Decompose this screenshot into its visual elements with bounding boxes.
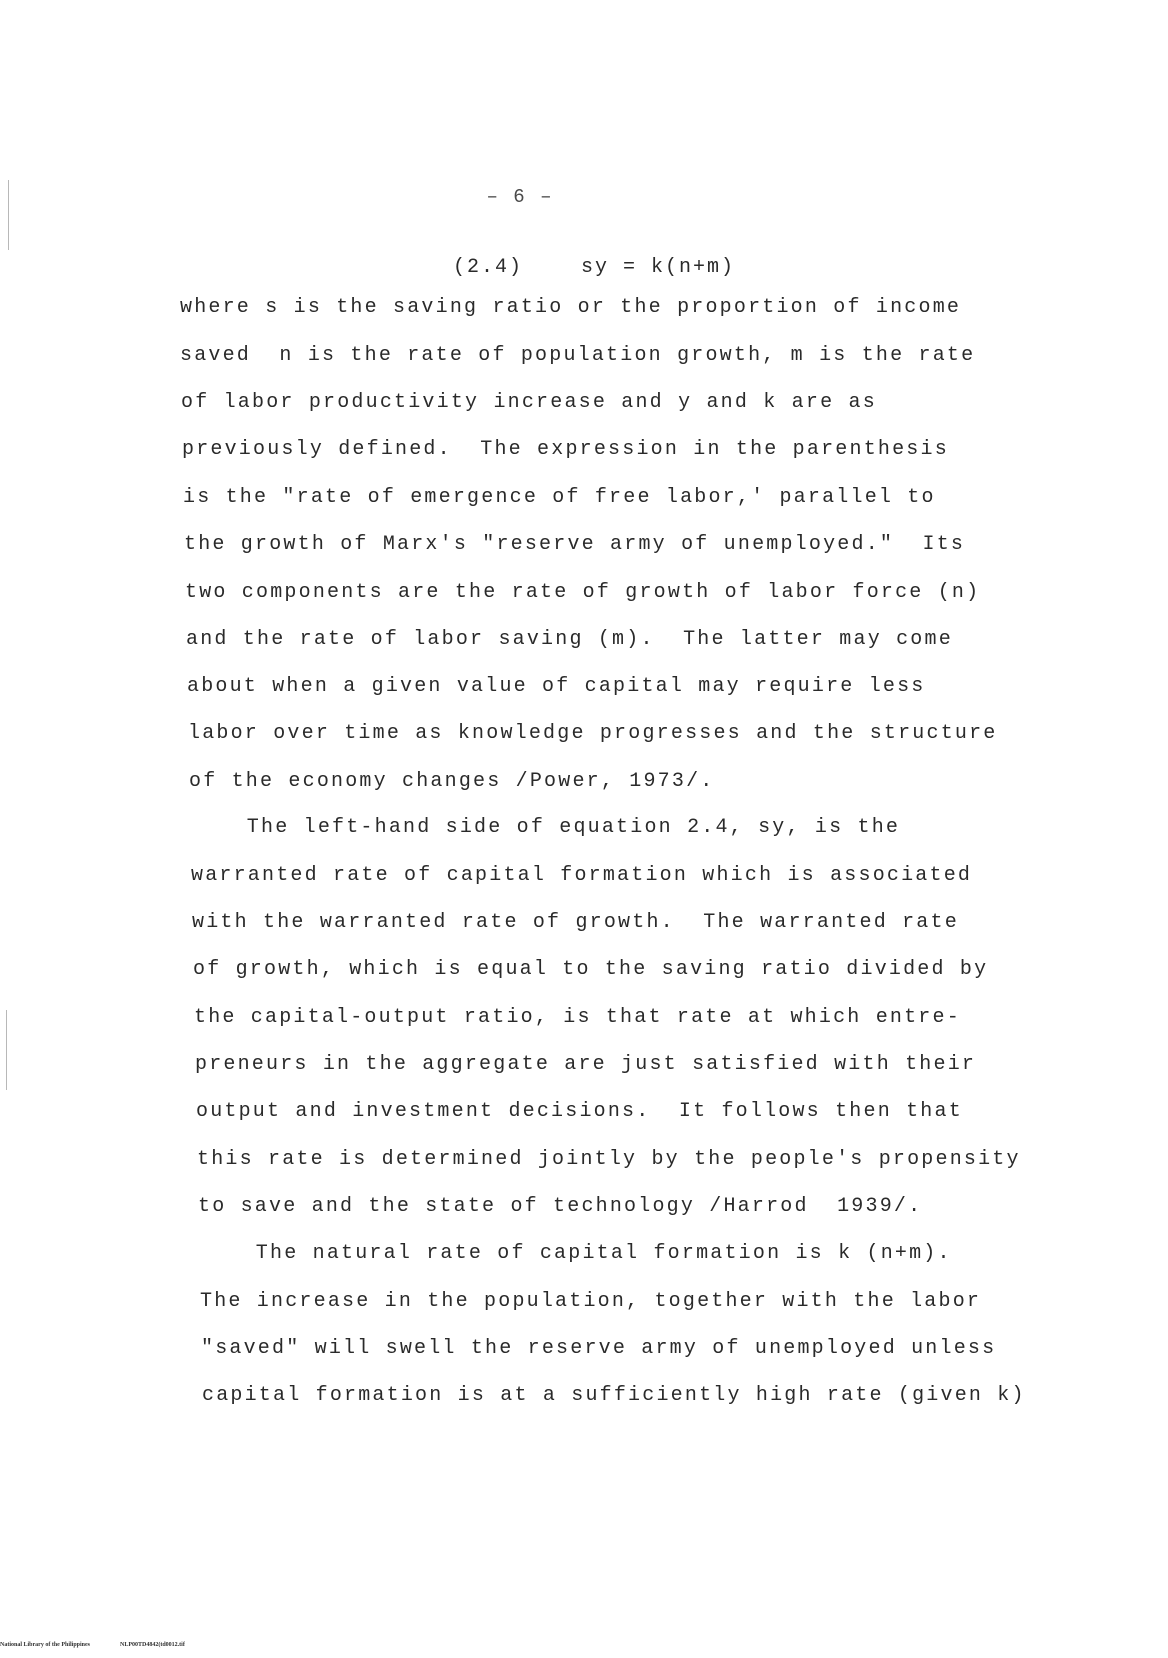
- text-line: warranted rate of capital formation which is associated: [191, 864, 973, 887]
- text-line: saved n is the rate of population growth, m is the rate: [180, 344, 976, 367]
- text-line: of the economy changes /Power, 1973/.: [189, 770, 715, 793]
- footer: [0, 1642, 185, 1648]
- text-line: is the "rate of emergence of free labor,' parallel to: [183, 486, 936, 509]
- text-line: and the rate of labor saving (m). The latter may come: [186, 628, 953, 651]
- text-line: labor over time as knowledge progresses and the structure: [188, 722, 998, 745]
- equation-formula: sy = k(n+m): [581, 256, 736, 279]
- text-line: "saved" will swell the reserve army of unemployed unless: [201, 1337, 997, 1360]
- text-line: output and investment decisions. It follows then that: [196, 1100, 963, 1123]
- equation-number: (2.4): [453, 256, 524, 279]
- page-number: – 6 –: [486, 186, 554, 208]
- text-line: capital formation is at a sufficiently high rate (given k): [202, 1384, 1026, 1407]
- text-line: to save and the state of technology /Harrod 1939/.: [198, 1195, 923, 1218]
- text-line: the growth of Marx's "reserve army of unemployed." Its: [184, 533, 966, 556]
- footer-file: NLP00TD4842(td0012.tif: [120, 1642, 185, 1648]
- text-line: The natural rate of capital formation is k (n+m).: [199, 1242, 952, 1265]
- text-line: The left-hand side of equation 2.4, sy, is the: [190, 816, 901, 839]
- text-line: two components are the rate of growth of labor force (n): [185, 581, 981, 604]
- left-margin-mark: [8, 180, 9, 250]
- text-line: with the warranted rate of growth. The warranted rate: [192, 911, 959, 934]
- text-line: about when a given value of capital may require less: [187, 675, 926, 698]
- footer-library: National Library of the Philippines: [0, 1642, 91, 1648]
- text-line: preneurs in the aggregate are just satisfied with their: [195, 1053, 977, 1076]
- equation: [453, 256, 735, 279]
- text-line: where s is the saving ratio or the proportion of income: [180, 296, 962, 319]
- text-line: The increase in the population, together with the labor: [200, 1290, 982, 1313]
- text-line: this rate is determined jointly by the people's propensity: [197, 1148, 1021, 1171]
- text-line: of growth, which is equal to the saving ratio divided by: [193, 958, 989, 981]
- left-margin-mark: [6, 1010, 7, 1090]
- text-line: the capital-output ratio, is that rate at which entre-: [194, 1006, 961, 1029]
- text-line: previously defined. The expression in the parenthesis: [182, 438, 949, 461]
- text-line: of labor productivity increase and y and k are as: [181, 391, 877, 414]
